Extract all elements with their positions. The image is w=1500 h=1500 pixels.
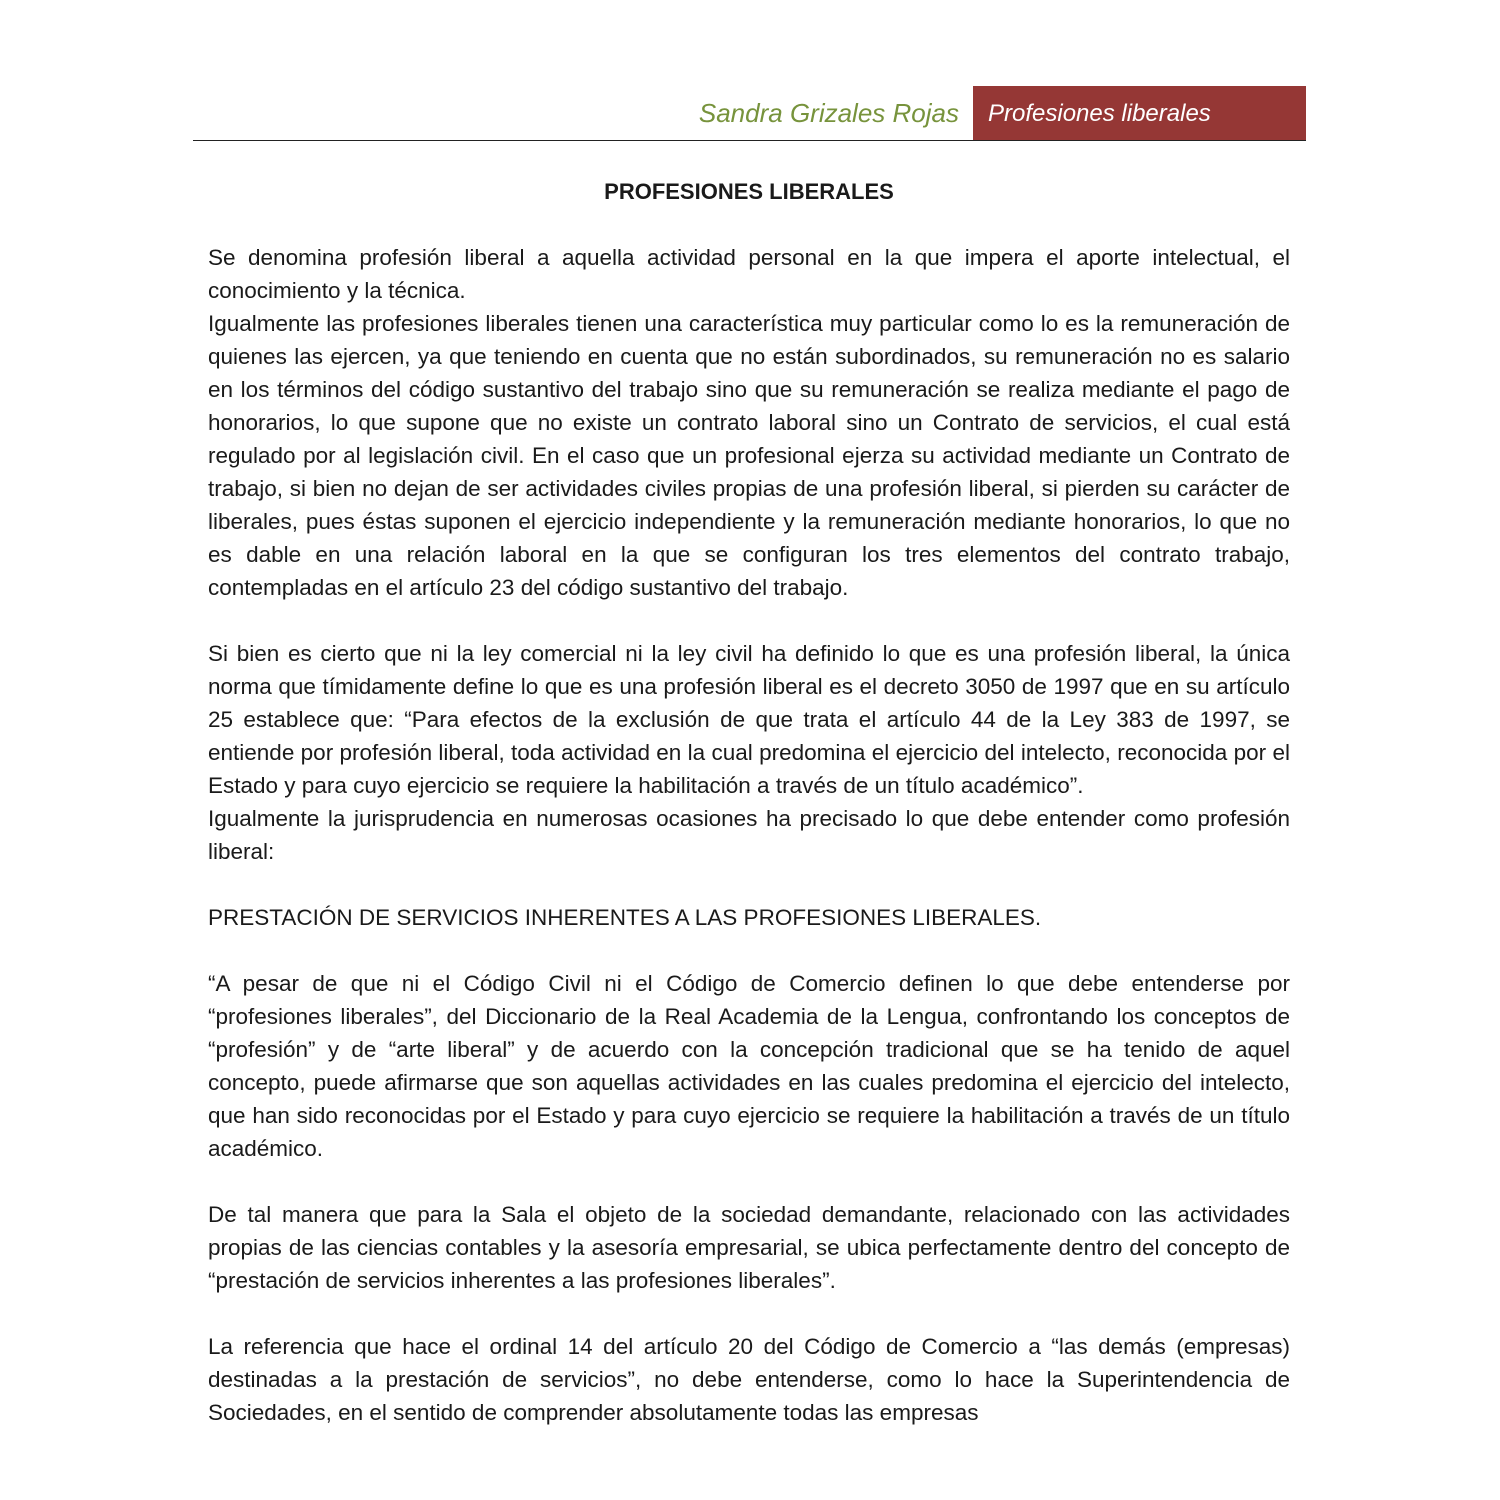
- paragraph-jurisprudence: Igualmente la jurisprudencia en numerosas ocasiones ha precisado lo que debe entender como profesión liberal:: [208, 806, 1290, 864]
- paragraph-definition: Se denomina profesión liberal a aquella actividad personal en la que impera el aporte intelectual, el conocimiento y la técnica.: [208, 245, 1290, 303]
- header-section-box: [973, 86, 1306, 141]
- header-divider: [193, 140, 1306, 141]
- document-title: PROFESIONES LIBERALES: [604, 179, 894, 204]
- paragraph-ordinal: La referencia que hace el ordinal 14 del artículo 20 del Código de Comercio a “las demás (empresas) destinadas a la prestación de servicios”, no debe entenderse, como lo hace la Superintendencia de Sociedades, en el sentido de comprender absolutamente todas las empresas: [208, 1334, 1290, 1425]
- document-body: [208, 175, 1290, 1429]
- paragraph-remuneration: Igualmente las profesiones liberales tienen una característica muy particular como lo es la remuneración de quienes las ejercen, ya que teniendo en cuenta que no están subordinados, su remuneración no es salario en los términos del código sustantivo del trabajo sino que su remuneración se realiza mediante el pago de honorarios, lo que supone que no existe un contrato laboral sino un Contrato de servicios, el cual está regulado por al legislación civil. En el caso que un profesional ejerza su actividad mediante un Contrato de trabajo, si bien no dejan de ser actividades civiles propias de una profesión liberal, si pierden su carácter de liberales, pues éstas suponen el ejercicio independiente y la remuneración mediante honorarios, lo que no es dable en una relación laboral en la que se configuran los tres elementos del contrato trabajo, contempladas en el artículo 23 del código sustantivo del trabajo.: [208, 311, 1290, 600]
- paragraph-gap: [208, 604, 1290, 637]
- header-section-label: Profesiones liberales: [988, 100, 1211, 127]
- paragraph-gap: [208, 1297, 1290, 1330]
- section-heading: PRESTACIÓN DE SERVICIOS INHERENTES A LAS PROFESIONES LIBERALES.: [208, 905, 1042, 930]
- paragraph-gap: [208, 868, 1290, 901]
- paragraph-decree: Si bien es cierto que ni la ley comercial ni la ley civil ha definido lo que es una profesión liberal, la única norma que tímidamente define lo que es una profesión liberal es el decreto 3050 de 1997 que en su artículo 25 establece que: “Para efectos de la exclusión de que trata el artículo 44 de la Ley 383 de 1997, se entiende por profesión liberal, toda actividad en la cual predomina el ejercicio del intelecto, reconocida por el Estado y para cuyo ejercicio se requiere la habilitación a través de un título académico”.: [208, 641, 1290, 798]
- paragraph-sala: De tal manera que para la Sala el objeto de la sociedad demandante, relacionado con las actividades propias de las ciencias contables y la asesoría empresarial, se ubica perfectamente dentro del concepto de “prestación de servicios inherentes a las profesiones liberales”.: [208, 1202, 1290, 1293]
- header-author: Sandra Grizales Rojas: [698, 98, 959, 128]
- paragraph-gap: [208, 1165, 1290, 1198]
- paragraph-quote: “A pesar de que ni el Código Civil ni el Código de Comercio definen lo que debe entenderse por “profesiones liberales”, del Diccionario de la Real Academia de la Lengua, confrontando los conceptos de “profesión” y de “arte liberal” y de acuerdo con la concepción tradicional que se ha tenido de aquel concepto, puede afirmarse que son aquellas actividades en las cuales predomina el ejercicio del intelecto, que han sido reconocidas por el Estado y para cuyo ejercicio se requiere la habilitación a través de un título académico.: [208, 971, 1290, 1161]
- page-header: [193, 86, 1306, 142]
- paragraph-gap: [208, 934, 1290, 967]
